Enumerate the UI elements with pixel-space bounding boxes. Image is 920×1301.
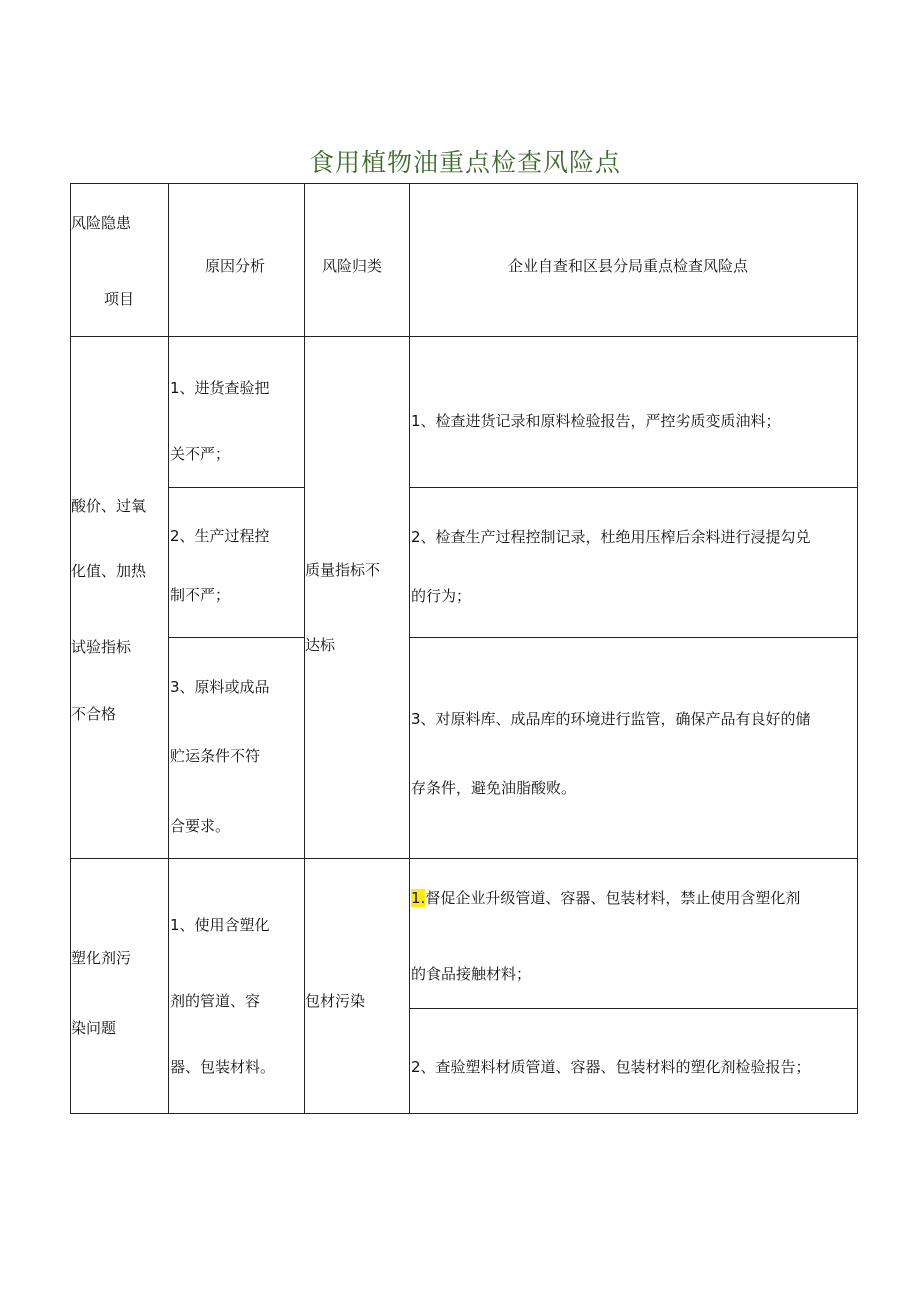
section2-checkpoint-2: 2、查验塑料材质管道、容器、包装材料的塑化剂检验报告； [411, 1058, 811, 1076]
cause-line: 2、生产过程控 [170, 527, 270, 545]
checkpoint-line: 的食品接触材料； [411, 965, 532, 983]
highlighted-number: 1. [411, 889, 426, 907]
section2-item-line: 塑化剂污 [71, 949, 132, 967]
cause-line: 关不严； [170, 445, 231, 463]
section1-item-line: 酸价、过氧 [71, 497, 147, 515]
section2-item-line: 染问题 [71, 1019, 117, 1037]
cause-line: 合要求。 [170, 817, 231, 835]
cause-line: 制不严； [170, 586, 231, 604]
document-title: 食用植物油重点检查风险点 [308, 148, 621, 177]
cause-line: 3、原料或成品 [170, 678, 270, 696]
cause-line: 1、进货查验把 [170, 379, 270, 397]
checkpoint-line: 1、检查进货记录和原料检验报告，严控劣质变质油料； [411, 412, 781, 430]
checkpoint-line: 的行为； [411, 587, 472, 605]
header-item-line2: 项目 [104, 290, 135, 308]
cause-line: 器、包装材料。 [170, 1058, 276, 1076]
header-checkpoints: 企业自查和区县分局重点检查风险点 [508, 257, 749, 275]
category-line: 达标 [305, 636, 336, 654]
checkpoint-line: 存条件，避免油脂酸败。 [411, 779, 577, 797]
section2-category: 包材污染 [305, 992, 366, 1010]
cause-line: 1、使用含塑化 [170, 916, 270, 934]
section1-item-line: 化值、加热 [71, 562, 147, 580]
header-item-line1: 风险隐患 [71, 214, 132, 232]
header-category: 风险归类 [322, 257, 383, 275]
cause-line: 剂的管道、容 [170, 992, 261, 1010]
checkpoint-line: 3、对原料库、成品库的环境进行监管，确保产品有良好的储 [411, 710, 811, 728]
section1-item-line: 不合格 [71, 705, 117, 723]
category-line: 质量指标不 [305, 561, 381, 579]
cause-line: 贮运条件不符 [170, 747, 261, 765]
checkpoint-line: 2、检查生产过程控制记录，杜绝用压榨后余料进行浸提勾兑 [411, 528, 811, 546]
section1-item-line: 试验指标 [71, 638, 132, 656]
header-cause: 原因分析 [205, 257, 266, 275]
checkpoint-text: 督促企业升级管道、容器、包装材料，禁止使用含塑化剂 [425, 889, 801, 907]
